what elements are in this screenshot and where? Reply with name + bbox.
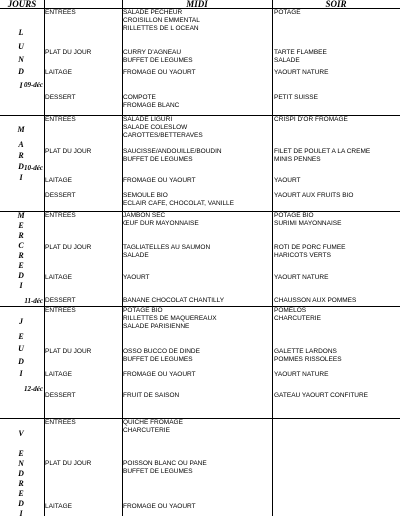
row-category: PLAT DU JOUR — [45, 49, 92, 56]
midi-item: COMPOTE — [123, 94, 156, 101]
row-category: ENTREES — [45, 419, 76, 426]
soir-item: POTAGE BIO — [274, 212, 314, 219]
midi-item: ŒUF DUR MAYONNAISE — [123, 220, 199, 227]
midi-item: FROMAGE OU YAOURT — [123, 503, 196, 510]
row-category: LAITAGE — [45, 503, 72, 510]
midi-item: FRUIT DE SAISON — [123, 392, 180, 399]
soir-item: CRISPI D'OR FROMAGE — [274, 116, 348, 123]
midi-item: QUICHE FROMAGE — [123, 419, 183, 426]
soir-item: SALADE — [274, 57, 300, 64]
midi-item: TAGLIATELLES AU SAUMON — [123, 244, 211, 251]
midi-item: CURRY D'AGNEAU — [123, 49, 182, 56]
soir-item: GALETTE LARDONS — [274, 348, 337, 355]
soir-item: MINIS PENNES — [274, 156, 321, 163]
day-date: 10-déc — [23, 164, 43, 172]
row-category: ENTREES — [45, 9, 76, 16]
row-category: PLAT DU JOUR — [45, 148, 92, 155]
day-letter: I — [19, 281, 23, 290]
midi-item: BUFFET DE LEGUMES — [123, 468, 193, 475]
soir-item: YAOURT NATURE — [274, 274, 329, 281]
midi-item: CROISILLON EMMENTAL — [123, 17, 200, 24]
day-letter: R — [18, 251, 24, 260]
row-category: LAITAGE — [45, 371, 72, 378]
midi-item: FROMAGE OU YAOURT — [123, 371, 196, 378]
soir-item: GATEAU YAOURT CONFITURE — [274, 392, 369, 399]
midi-item: JAMBON SEC — [123, 212, 166, 219]
row-category: DESSERT — [45, 392, 76, 399]
day-letter: N — [18, 55, 24, 64]
day-letter: D — [18, 357, 24, 366]
row-category: LAITAGE — [45, 69, 72, 76]
midi-item: POISSON BLANC OU PANE — [123, 460, 207, 467]
day-date: 09-déc — [23, 81, 43, 89]
soir-item: FILET DE POULET A LA CREME — [274, 148, 371, 155]
midi-item: YAOURT — [123, 274, 150, 281]
midi-item: FROMAGE BLANC — [123, 102, 180, 109]
day-letter: R — [18, 479, 24, 488]
day-letter: I — [19, 509, 23, 518]
soir-item: HARICOTS VERTS — [274, 252, 331, 259]
row-category: ENTREES — [45, 307, 76, 314]
midi-item: RILLETTES DE MAQUEREAUX — [123, 315, 217, 322]
day-letter: J — [19, 317, 23, 326]
row-category: LAITAGE — [45, 274, 72, 281]
soir-item: ROTI DE PORC FUMEE — [274, 244, 346, 251]
day-letter: I — [19, 369, 23, 378]
day-letter: C — [18, 241, 24, 250]
midi-item: SALADE LIGURI — [123, 116, 173, 123]
day-letter: E — [18, 449, 24, 458]
soir-item: YAOURT NATURE — [274, 371, 329, 378]
midi-item: CHARCUTERIE — [123, 427, 170, 434]
midi-item: BUFFET DE LEGUMES — [123, 57, 193, 64]
soir-item: POMELOS — [274, 307, 307, 314]
day-letter: E — [18, 489, 24, 498]
day-date: 12-déc — [23, 385, 43, 393]
midi-item: SALADE — [123, 252, 149, 259]
header-midi: MIDI — [186, 0, 208, 8]
day-letter: I — [19, 81, 23, 90]
day-letter: M — [17, 125, 25, 134]
day-letter: U — [18, 42, 24, 51]
soir-item: PETIT SUISSE — [274, 94, 318, 101]
midi-item: SALADE COLESLOW — [123, 124, 188, 131]
row-category: ENTREES — [45, 116, 76, 123]
day-letter: M — [17, 211, 25, 220]
row-category: PLAT DU JOUR — [45, 348, 92, 355]
soir-item: CHARCUTERIE — [274, 315, 321, 322]
day-letter: E — [18, 261, 24, 270]
midi-item: SAUCISSE/ANDOUILLE/BOUDIN — [123, 148, 222, 155]
midi-item: POTAGE BIO — [123, 307, 163, 314]
row-category: PLAT DU JOUR — [45, 244, 92, 251]
midi-item: OSSO BUCCO DE DINDE — [123, 348, 200, 355]
day-letter: D — [18, 67, 24, 76]
day-date: 11-déc — [24, 297, 43, 305]
row-category: LAITAGE — [45, 177, 72, 184]
midi-item: BUFFET DE LEGUMES — [123, 156, 193, 163]
day-letter: N — [18, 459, 24, 468]
row-category: DESSERT — [45, 94, 76, 101]
midi-item: BANANE CHOCOLAT CHANTILLY — [123, 297, 225, 304]
day-letter: D — [18, 499, 24, 508]
midi-item: SALADE PECHEUR — [123, 9, 183, 16]
day-letter: L — [18, 28, 24, 37]
day-letter: D — [18, 469, 24, 478]
row-category: DESSERT — [45, 297, 76, 304]
row-category: DESSERT — [45, 192, 76, 199]
midi-item: FROMAGE OU YAOURT — [123, 69, 196, 76]
soir-item: POMMES RISSOLEES — [274, 356, 342, 363]
soir-item: YAOURT — [274, 177, 301, 184]
header-jours: JOURS — [7, 0, 37, 8]
day-letter: D — [18, 271, 24, 280]
day-letter: R — [18, 231, 24, 240]
day-letter: I — [19, 173, 23, 182]
header-soir: SOIR — [325, 0, 347, 8]
day-letter: R — [18, 151, 24, 160]
midi-item: FROMAGE OU YAOURT — [123, 177, 196, 184]
column-rule — [272, 0, 273, 516]
day-letter: V — [18, 429, 24, 438]
day-letter: U — [18, 344, 24, 353]
soir-item: YAOURT AUX FRUITS BIO — [274, 192, 354, 199]
midi-item: SALADE PARISIENNE — [123, 323, 190, 330]
midi-item: SEMOULE BIO — [123, 192, 168, 199]
midi-item: RILLETTES DE L OCEAN — [123, 25, 199, 32]
day-letter: A — [18, 140, 24, 149]
midi-item: BUFFET DE LEGUMES — [123, 356, 193, 363]
day-letter: E — [18, 221, 24, 230]
soir-item: YAOURT NATURE — [274, 69, 329, 76]
row-category: PLAT DU JOUR — [45, 460, 92, 467]
soir-item: SURIMI MAYONNAISE — [274, 220, 342, 227]
soir-item: TARTE FLAMBEE — [274, 49, 327, 56]
midi-item: ECLAIR CAFE, CHOCOLAT, VANILLE — [123, 200, 235, 207]
soir-item: POTAGE — [274, 9, 301, 16]
midi-item: CAROTTES/BETTERAVES — [123, 132, 203, 139]
row-category: ENTREES — [45, 212, 76, 219]
day-letter: E — [18, 332, 24, 341]
soir-item: CHAUSSON AUX POMMES — [274, 297, 357, 304]
day-letter: D — [18, 162, 24, 171]
column-rule — [44, 0, 45, 516]
